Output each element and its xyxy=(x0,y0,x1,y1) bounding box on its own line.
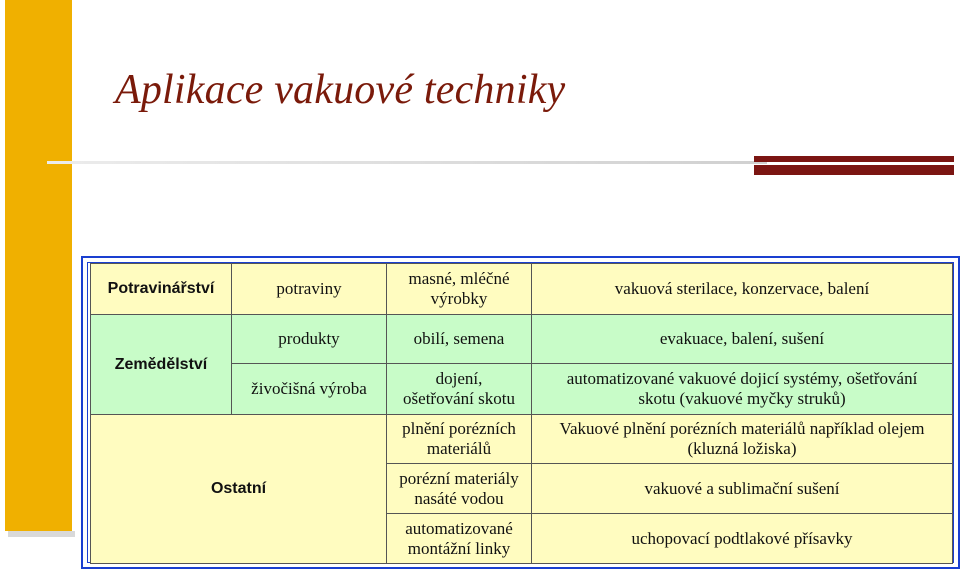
item-cell: porézní materiály nasáté vodou xyxy=(387,464,532,514)
accent-stripe-top xyxy=(754,156,954,162)
sector-cell-food: Potravinářství xyxy=(91,264,232,315)
table-row xyxy=(91,415,953,464)
application-cell: vakuové a sublimační sušení xyxy=(532,464,953,514)
application-cell: Vakuové plnění porézních materiálů například olejem (kluzná ložiska) xyxy=(532,415,953,464)
subsector-cell: živočišná výroba xyxy=(232,364,387,415)
slide-title: Aplikace vakuové techniky xyxy=(115,67,566,113)
subsector-cell: potraviny xyxy=(232,264,387,315)
table-row xyxy=(91,264,953,315)
accent-stripe-bottom xyxy=(754,165,954,175)
application-cell: uchopovací podtlakové přísavky xyxy=(532,514,953,564)
title-divider xyxy=(47,161,767,164)
application-cell: vakuová sterilace, konzervace, balení xyxy=(532,264,953,315)
applications-table xyxy=(90,263,953,564)
sector-cell-agriculture: Zemědělství xyxy=(91,315,232,415)
sector-cell-other: Ostatní xyxy=(91,415,387,564)
item-cell: obilí, semena xyxy=(387,315,532,364)
table-row xyxy=(91,315,953,364)
left-accent-bar xyxy=(5,0,72,531)
application-cell: evakuace, balení, sušení xyxy=(532,315,953,364)
application-cell: automatizované vakuové dojicí systémy, ošetřování skotu (vakuové myčky struků) xyxy=(532,364,953,415)
left-accent-bar-shadow xyxy=(8,531,75,537)
item-cell: automatizované montážní linky xyxy=(387,514,532,564)
item-cell: dojení, ošetřování skotu xyxy=(387,364,532,415)
subsector-cell: produkty xyxy=(232,315,387,364)
item-cell: plnění porézních materiálů xyxy=(387,415,532,464)
item-cell: masné, mléčné výrobky xyxy=(387,264,532,315)
